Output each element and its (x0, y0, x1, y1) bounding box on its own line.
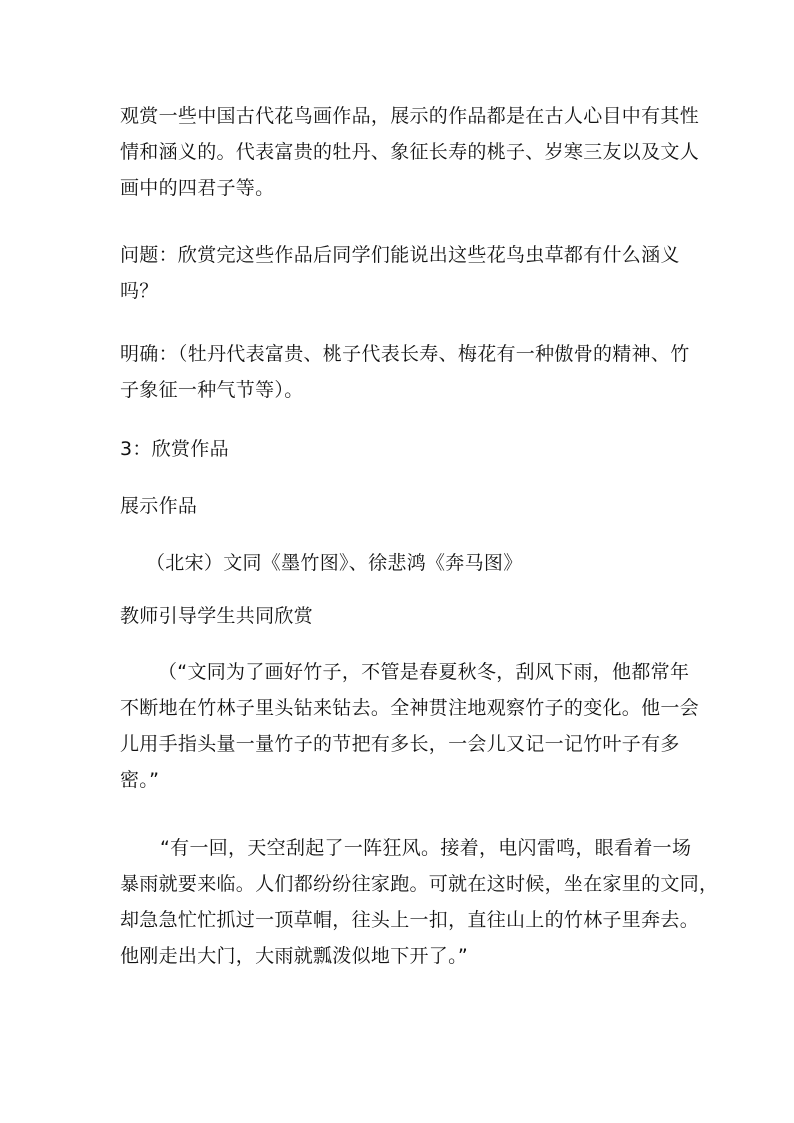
text-line: 吗？ (120, 280, 159, 302)
text-line: 子象征一种气节等）。 (120, 379, 304, 401)
section-heading (120, 431, 692, 467)
text-line: 儿用手指头量一量竹子的节把有多长，一会儿又记一记竹叶子有多 (120, 733, 680, 755)
teacher-guide (120, 598, 692, 634)
quote-paragraph-1 (120, 654, 700, 798)
text-line: （“文同为了画好竹子，不管是春夏秋冬，刮风下雨，他都常年 (158, 661, 690, 683)
answer-paragraph (120, 336, 692, 408)
text-line: “有一回，天空刮起了一阵狂风。接着，电闪雷鸣，眼看着一场 (160, 837, 692, 859)
text-line: 密。” (120, 769, 160, 791)
text-line: 暴雨就要来临。人们都纷纷往家跑。可就在这时候，坐在家里的文同， (120, 873, 719, 895)
text-line: 教师引导学生共同欣赏 (120, 605, 314, 627)
show-works-label (120, 488, 692, 524)
text-line: 却急急忙忙抓过一顶草帽，往头上一扣，直往山上的竹林子里奔去。 (120, 909, 700, 931)
text-line: 他刚走出大门，大雨就瓢泼似地下开了。” (120, 945, 469, 967)
works-list (120, 545, 718, 581)
text-line: 画中的四君子等。 (120, 177, 275, 199)
text-line: 问题：欣赏完这些作品后同学们能说出这些花鸟虫草都有什么涵义 (120, 244, 680, 266)
quote-paragraph-2 (120, 830, 719, 974)
text-line: （北宋）文同《墨竹图》、徐悲鸿《奔马图》 (146, 552, 523, 574)
question-paragraph (120, 237, 692, 309)
text-line: 情和涵义的。代表富贵的牡丹、象征长寿的桃子、岁寒三友以及文人 (120, 141, 700, 163)
text-line: 3：欣赏作品 (120, 438, 229, 460)
text-line: 明确：（牡丹代表富贵、桃子代表长寿、梅花有一种傲骨的精神、竹 (120, 343, 690, 365)
intro-paragraph (120, 98, 700, 206)
text-line: 不断地在竹林子里头钻来钻去。全神贯注地观察竹子的变化。他一会 (120, 697, 700, 719)
text-line: 观赏一些中国古代花鸟画作品，展示的作品都是在古人心目中有其性 (120, 105, 700, 127)
text-line: 展示作品 (120, 495, 198, 517)
